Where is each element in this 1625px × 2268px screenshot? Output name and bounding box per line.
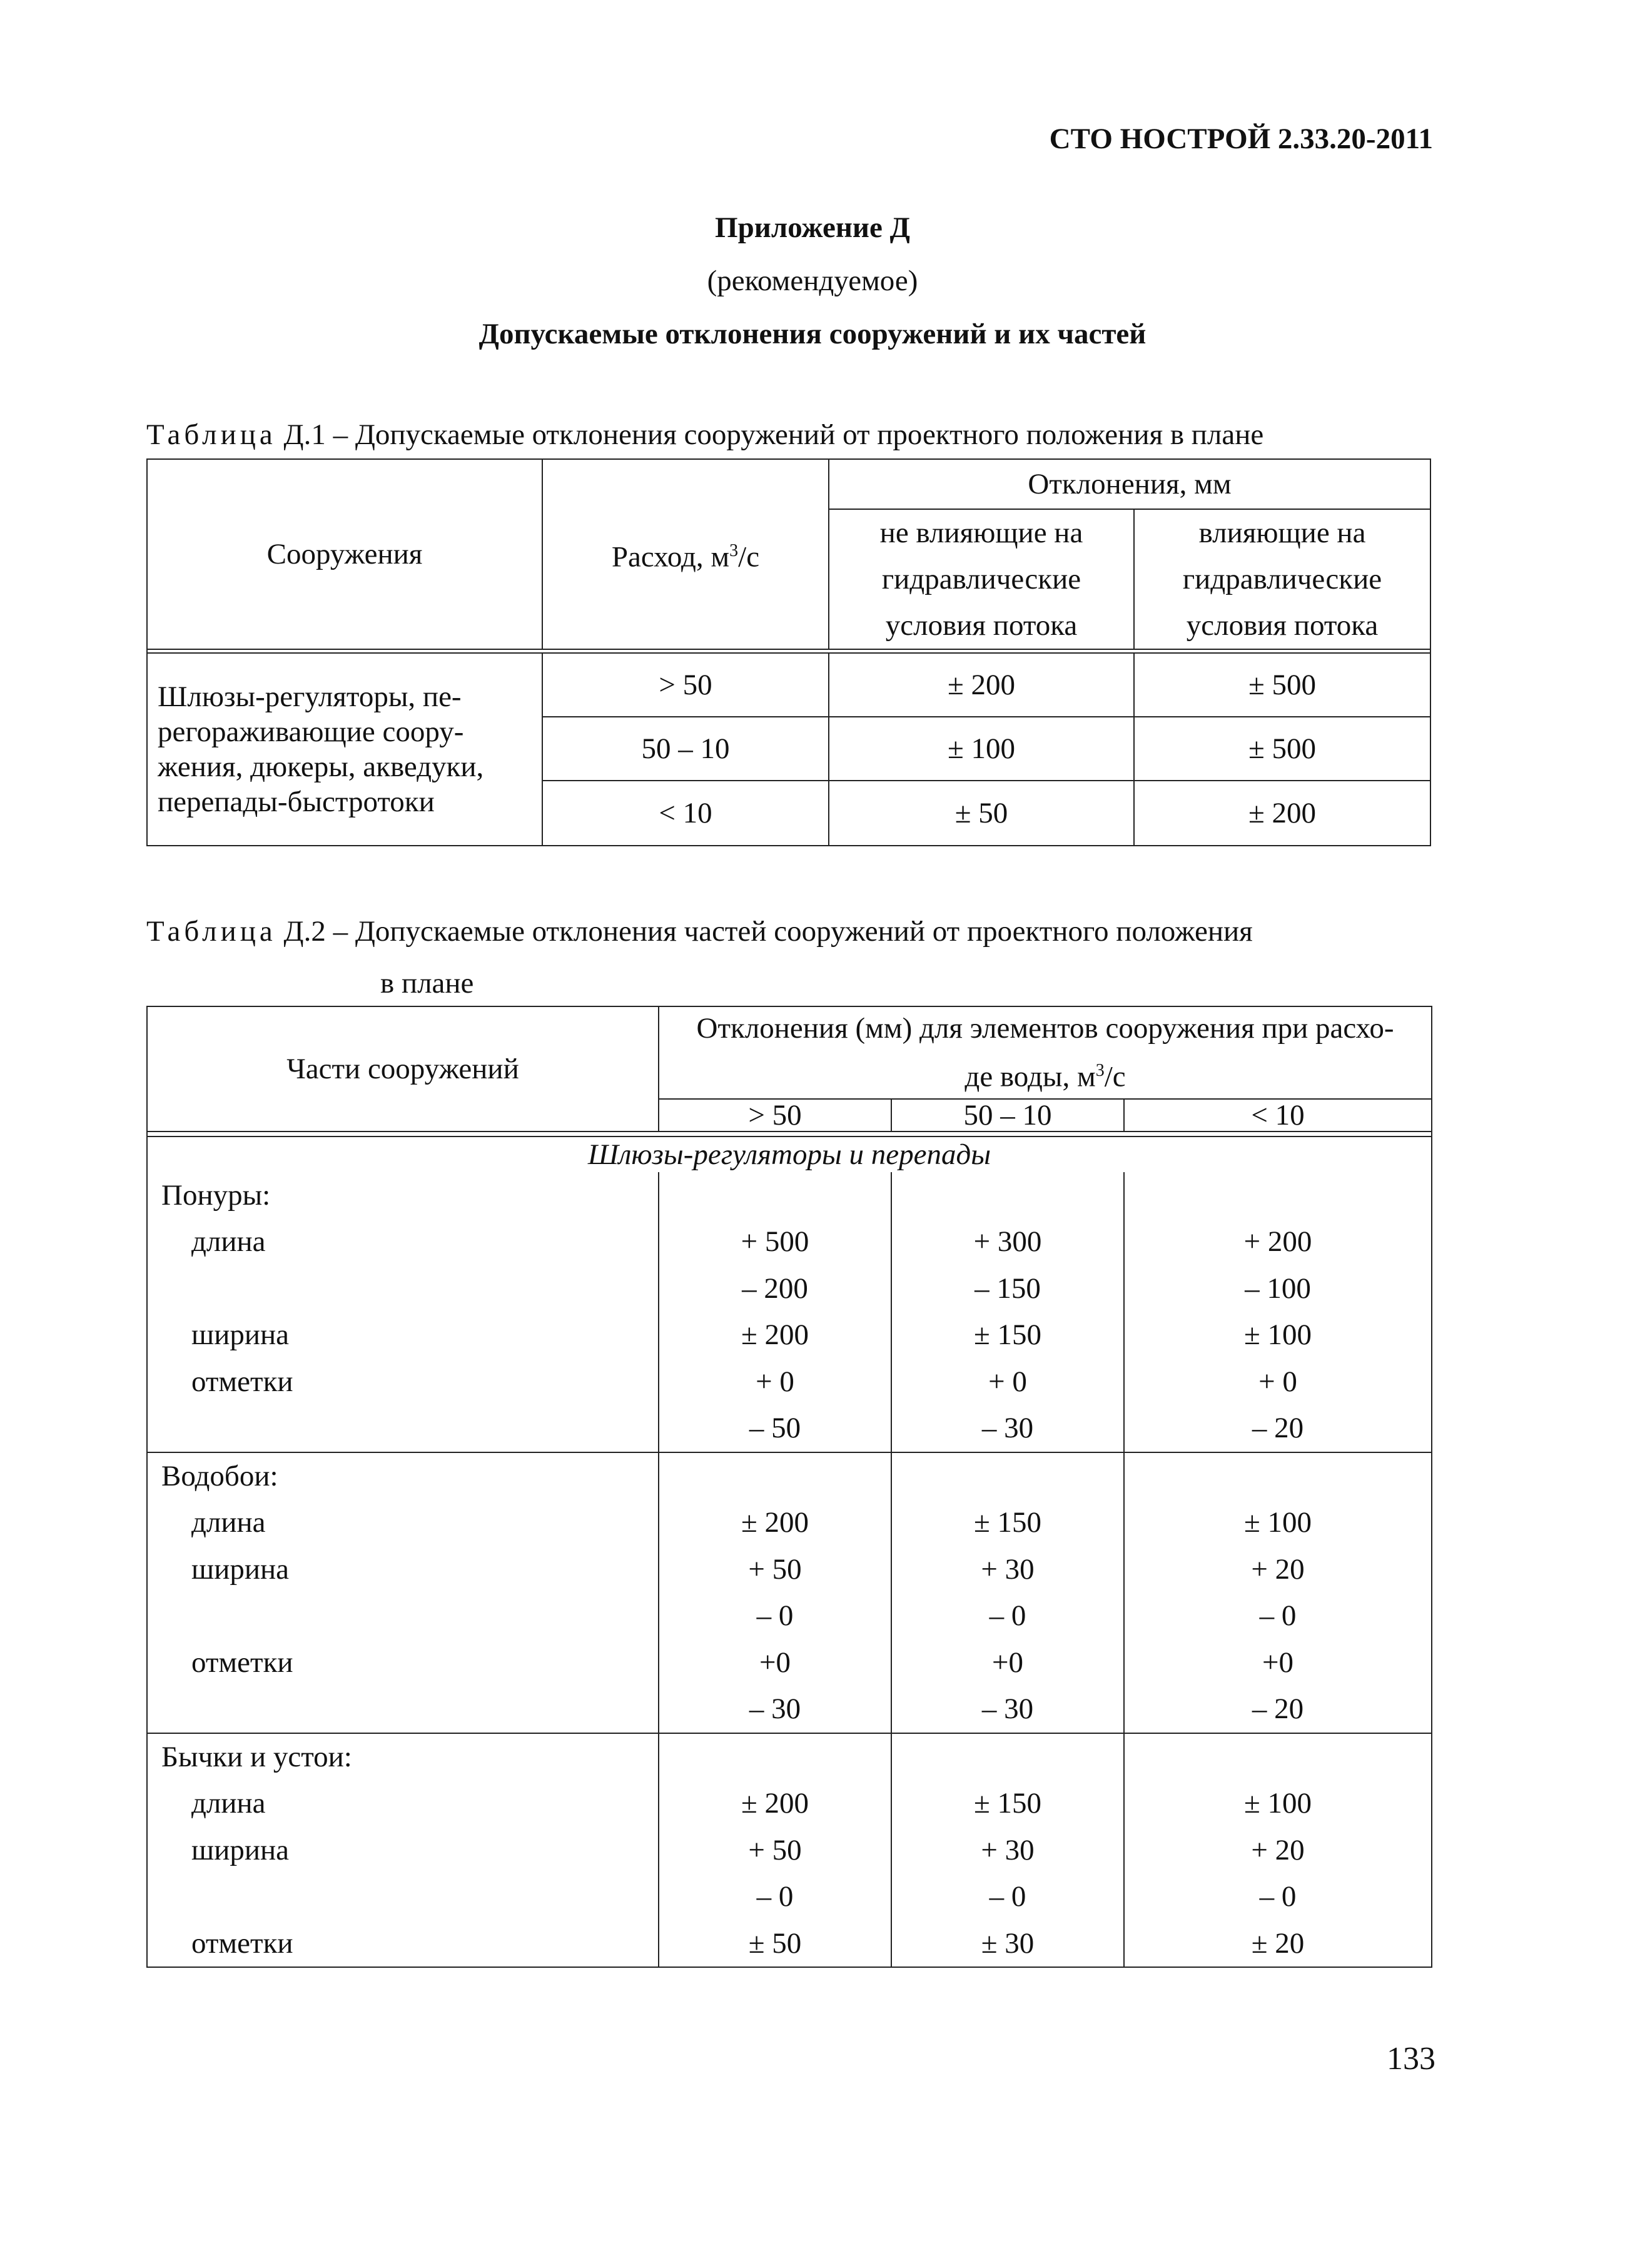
t2-value: + 20	[1251, 1552, 1305, 1586]
t2-group-parts	[147, 1452, 659, 1733]
t2-value: + 50	[748, 1833, 802, 1866]
t2-col1-values	[659, 1733, 891, 1968]
table-row	[147, 1172, 1432, 1452]
t1-na-line: гидравлические	[881, 563, 1081, 595]
table1-caption-text: Д.1 – Допускаемые отклонения сооружений от проектного положения в плане	[276, 418, 1264, 451]
t1-cell-affecting: ± 200	[1134, 781, 1430, 846]
t2-line-label	[161, 1265, 658, 1312]
t2-value: ± 200	[741, 1787, 809, 1820]
t2-value: ± 100	[1243, 1319, 1312, 1352]
t2-value: ± 150	[973, 1319, 1042, 1352]
t1-row-name-line: жения, дюкеры, акведуки,	[158, 751, 484, 783]
t1-row-name-line: Шлюзы-регуляторы, пе-	[158, 681, 462, 713]
t2-header-parts: Части сооружений	[147, 1006, 659, 1131]
t1-cell-not-affecting: ± 50	[829, 781, 1134, 846]
t2-col2-values	[891, 1733, 1124, 1968]
t2-value: – 0	[1259, 1880, 1297, 1913]
t2-header-dev-unit: /с	[1104, 1060, 1126, 1093]
t2-value: – 0	[1259, 1599, 1297, 1633]
t2-value: + 50	[748, 1552, 802, 1586]
t1-a-line: влияющие на	[1198, 517, 1366, 549]
t2-value: +0	[1262, 1646, 1294, 1679]
t2-value: – 150	[974, 1272, 1041, 1305]
table-row	[147, 1733, 1432, 1968]
t1-a-line: условия потока	[1186, 609, 1379, 642]
t2-group-name: Понуры:	[161, 1178, 271, 1212]
t2-line-label: ширина	[191, 1319, 290, 1352]
t2-value: – 0	[756, 1880, 794, 1913]
table2-caption-prefix: Таблица	[146, 915, 276, 948]
t2-header-deviations-line1: Отклонения (мм) для элементов сооружения при расхо-	[696, 1012, 1394, 1045]
t2-value: + 0	[756, 1365, 794, 1398]
t1-header-structures: Сооружения	[147, 459, 542, 649]
t2-group-parts	[147, 1733, 659, 1968]
t1-header-flow-sup: 3	[729, 541, 739, 561]
t2-col2-values	[891, 1172, 1124, 1452]
t2-header-dev-text: де воды, м	[964, 1060, 1096, 1093]
t1-row-name	[147, 653, 542, 846]
t2-col2-values	[891, 1452, 1124, 1733]
t2-value: ± 150	[973, 1787, 1042, 1820]
appendix-heading: Допускаемые отклонения сооружений и их частей	[478, 318, 1147, 350]
t2-value: ± 150	[973, 1506, 1042, 1539]
t1-header-affecting	[1134, 509, 1430, 649]
t2-line-label	[161, 1686, 658, 1733]
t2-value: ± 100	[1243, 1506, 1312, 1539]
t2-line-label: длина	[191, 1506, 266, 1539]
t2-value: + 20	[1251, 1833, 1305, 1866]
t2-line-label	[161, 1592, 658, 1639]
t1-header-flow-text: Расход, м	[611, 540, 730, 574]
t2-value: + 200	[1243, 1225, 1312, 1258]
t1-row-name-line: перепады-быстротоки	[158, 786, 435, 818]
t2-line-label: отметки	[191, 1926, 293, 1960]
t2-line-label: ширина	[191, 1552, 290, 1586]
t1-cell-flow: 50 – 10	[542, 717, 829, 781]
t2-group-name: Бычки и устои:	[161, 1740, 352, 1773]
table1-caption-prefix: Таблица	[146, 418, 276, 451]
t2-header-col-lt10: < 10	[1124, 1099, 1432, 1131]
t1-row-name-line: регораживающие соору-	[158, 716, 464, 748]
t2-header-dev-sup: 3	[1095, 1061, 1105, 1080]
t2-line-label: отметки	[191, 1646, 293, 1679]
t2-header-deviations	[659, 1006, 1432, 1099]
t2-col3-values	[1124, 1733, 1432, 1968]
t2-value: – 20	[1252, 1412, 1304, 1445]
table2-caption-text: Д.2 – Допускаемые отклонения частей сооружений от проектного положения	[276, 915, 1253, 948]
t1-cell-affecting: ± 500	[1134, 653, 1430, 717]
t2-line-label: ширина	[191, 1833, 290, 1866]
t1-header-deviations: Отклонения, мм	[829, 459, 1430, 509]
t2-value: + 0	[988, 1365, 1027, 1398]
t1-a-line: гидравлические	[1182, 563, 1382, 595]
t2-value: ± 200	[741, 1319, 809, 1352]
document-code: СТО НОСТРОЙ 2.33.20-2011	[1049, 123, 1433, 155]
t2-line-label: длина	[191, 1225, 266, 1258]
appendix-title: Приложение Д	[715, 211, 910, 244]
table1-caption	[146, 418, 1263, 452]
t1-cell-not-affecting: ± 200	[829, 653, 1134, 717]
t2-value: + 500	[741, 1225, 809, 1258]
t1-na-line: не влияющие на	[879, 517, 1083, 549]
t2-col3-values	[1124, 1172, 1432, 1452]
t1-cell-flow: < 10	[542, 781, 829, 846]
table2	[146, 1006, 1432, 1968]
t2-value: – 30	[981, 1693, 1034, 1726]
t2-value: – 0	[989, 1880, 1026, 1913]
t1-cell-not-affecting: ± 100	[829, 717, 1134, 781]
t2-col1-values	[659, 1452, 891, 1733]
t2-value: – 20	[1252, 1693, 1304, 1726]
t2-line-label: длина	[191, 1787, 266, 1820]
t2-col1-values	[659, 1172, 891, 1452]
t1-header-flow	[542, 459, 829, 649]
t2-value: – 50	[749, 1412, 801, 1445]
t2-value: ± 50	[748, 1926, 802, 1960]
t1-header-flow-unit: /с	[738, 540, 760, 574]
t2-value: – 100	[1245, 1272, 1311, 1305]
t2-header-col-50-10: 50 – 10	[891, 1099, 1124, 1131]
t2-group-parts	[147, 1172, 659, 1452]
table-row	[147, 1452, 1432, 1733]
t1-header-not-affecting	[829, 509, 1134, 649]
table1	[146, 458, 1431, 846]
t2-section-title: Шлюзы-регуляторы и перепады	[147, 1137, 1432, 1172]
page-number: 133	[1387, 2041, 1435, 2077]
t2-group-name: Водобои:	[161, 1459, 278, 1492]
t1-na-line: условия потока	[885, 609, 1078, 642]
t1-cell-flow: > 50	[542, 653, 829, 717]
t2-value: – 0	[756, 1599, 794, 1633]
t2-value: – 30	[981, 1412, 1034, 1445]
t2-value: + 0	[1258, 1365, 1297, 1398]
table2-caption	[146, 914, 1253, 948]
t2-value: – 0	[989, 1599, 1026, 1633]
t2-value: + 300	[973, 1225, 1042, 1258]
t2-col3-values	[1124, 1452, 1432, 1733]
t2-header-deviations-line2	[659, 1050, 1431, 1098]
t2-line-label	[161, 1405, 658, 1452]
t2-line-label	[161, 1873, 658, 1920]
t2-value: ± 100	[1243, 1787, 1312, 1820]
t2-value: ± 30	[981, 1926, 1035, 1960]
appendix-subtitle: (рекомендуемое)	[707, 265, 918, 297]
table2-caption-continuation: в плане	[380, 967, 474, 1000]
t2-value: ± 20	[1251, 1926, 1305, 1960]
t2-value: + 30	[981, 1833, 1035, 1866]
t1-cell-affecting: ± 500	[1134, 717, 1430, 781]
t2-value: – 30	[749, 1693, 801, 1726]
t2-value: +0	[759, 1646, 791, 1679]
table-row	[147, 653, 1430, 717]
t2-value: – 200	[742, 1272, 808, 1305]
t2-header-col-gt50: > 50	[659, 1099, 891, 1131]
t2-value: + 30	[981, 1552, 1035, 1586]
t2-value: ± 200	[741, 1506, 809, 1539]
t2-value: +0	[991, 1646, 1023, 1679]
t2-line-label: отметки	[191, 1365, 293, 1398]
